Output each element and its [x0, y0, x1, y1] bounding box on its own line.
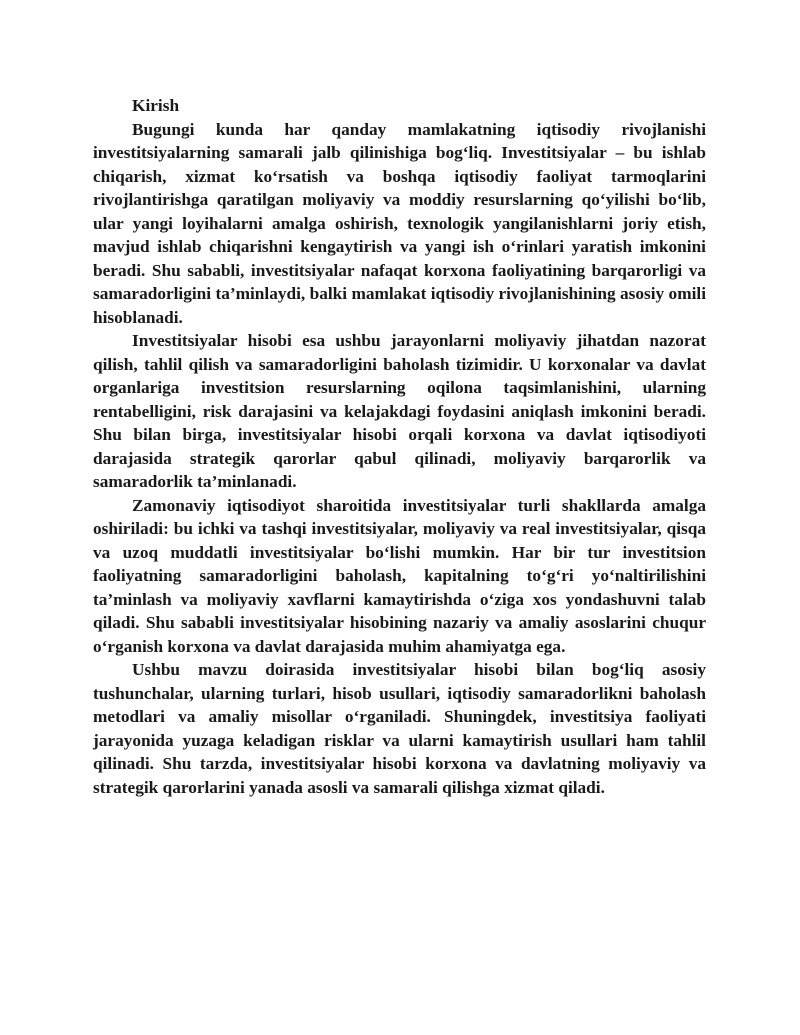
paragraph-1: Bugungi kunda har qanday mamlakatning iqtisodiy rivojlanishi investitsiyalarning samarali jalb qilinishiga bog‘liq. Investitsiyalar – bu ishlab chiqarish, xizmat ko‘rsatish va boshqa iqtisodiy faoliyat tarmoqlarini rivojlantirishga qaratilgan moliyaviy va moddiy resurslarning qo‘yilishi bo‘lib, ular yangi loyihalarni amalga oshirish, texnologik yangilanishlarni joriy etish, mavjud ishlab chiqarishni kengaytirish va yangi ish o‘rinlari yaratish imkonini beradi. Shu sababli, investitsiyalar nafaqat korxona faoliyatining barqarorligi va samaradorligini ta’minlaydi, balki mamlakat iqtisodiy rivojlanishining asosiy omili hisoblanadi. [93, 119, 706, 327]
paragraph-4: Ushbu mavzu doirasida investitsiyalar hisobi bilan bog‘liq asosiy tushunchalar, ularning turlari, hisob usullari, iqtisodiy samaradorlikni baholash metodlari va amaliy misollar o‘rganiladi. Shuningdek, investitsiya faoliyati jarayonida yuzaga keladigan risklar va ularni kamaytirish usullari ham tahlil qilinadi. Shu tarzda, investitsiyalar hisobi korxona va davlatning moliyaviy va strategik qarorlarini yanada asosli va samarali qilishga xizmat qiladi. [93, 660, 706, 797]
paragraph-2: Investitsiyalar hisobi esa ushbu jarayonlarni moliyaviy jihatdan nazorat qilish, tahlil qilish va samaradorligini baholash tizimidir. U korxonalar va davlat organlariga investitsion resurslarning oqilona taqsimlanishini, ularning rentabelligini, risk darajasini va kelajakdagi foydasini aniqlash imkonini beradi. Shu bilan birga, investitsiyalar hisobi orqali korxona va davlat iqtisodiyoti darajasida strategik qarorlar qabul qilinadi, moliyaviy barqarorlik va samaradorlik ta’minlanadi. [93, 331, 706, 491]
section-heading: Kirish [132, 96, 180, 115]
paragraph-3: Zamonaviy iqtisodiyot sharoitida investitsiyalar turli shakllarda amalga oshiriladi: bu ichki va tashqi investitsiyalar, moliyaviy va real investitsiyalar, qisqa va uzoq muddatli investitsiyalar bo‘lishi mumkin. Har bir tur investitsion faoliyatning samaradorligini baholash, kapitalning to‘g‘ri yo‘naltirilishini ta’minlash va moliyaviy xavflarni kamaytirishda o‘ziga xos yondashuvni talab qiladi. Shu sababli investitsiyalar hisobining nazariy va amaliy asoslarini chuqur o‘rganish korxona va davlat darajasida muhim ahamiyatga ega. [93, 495, 706, 656]
document-page [93, 94, 706, 799]
